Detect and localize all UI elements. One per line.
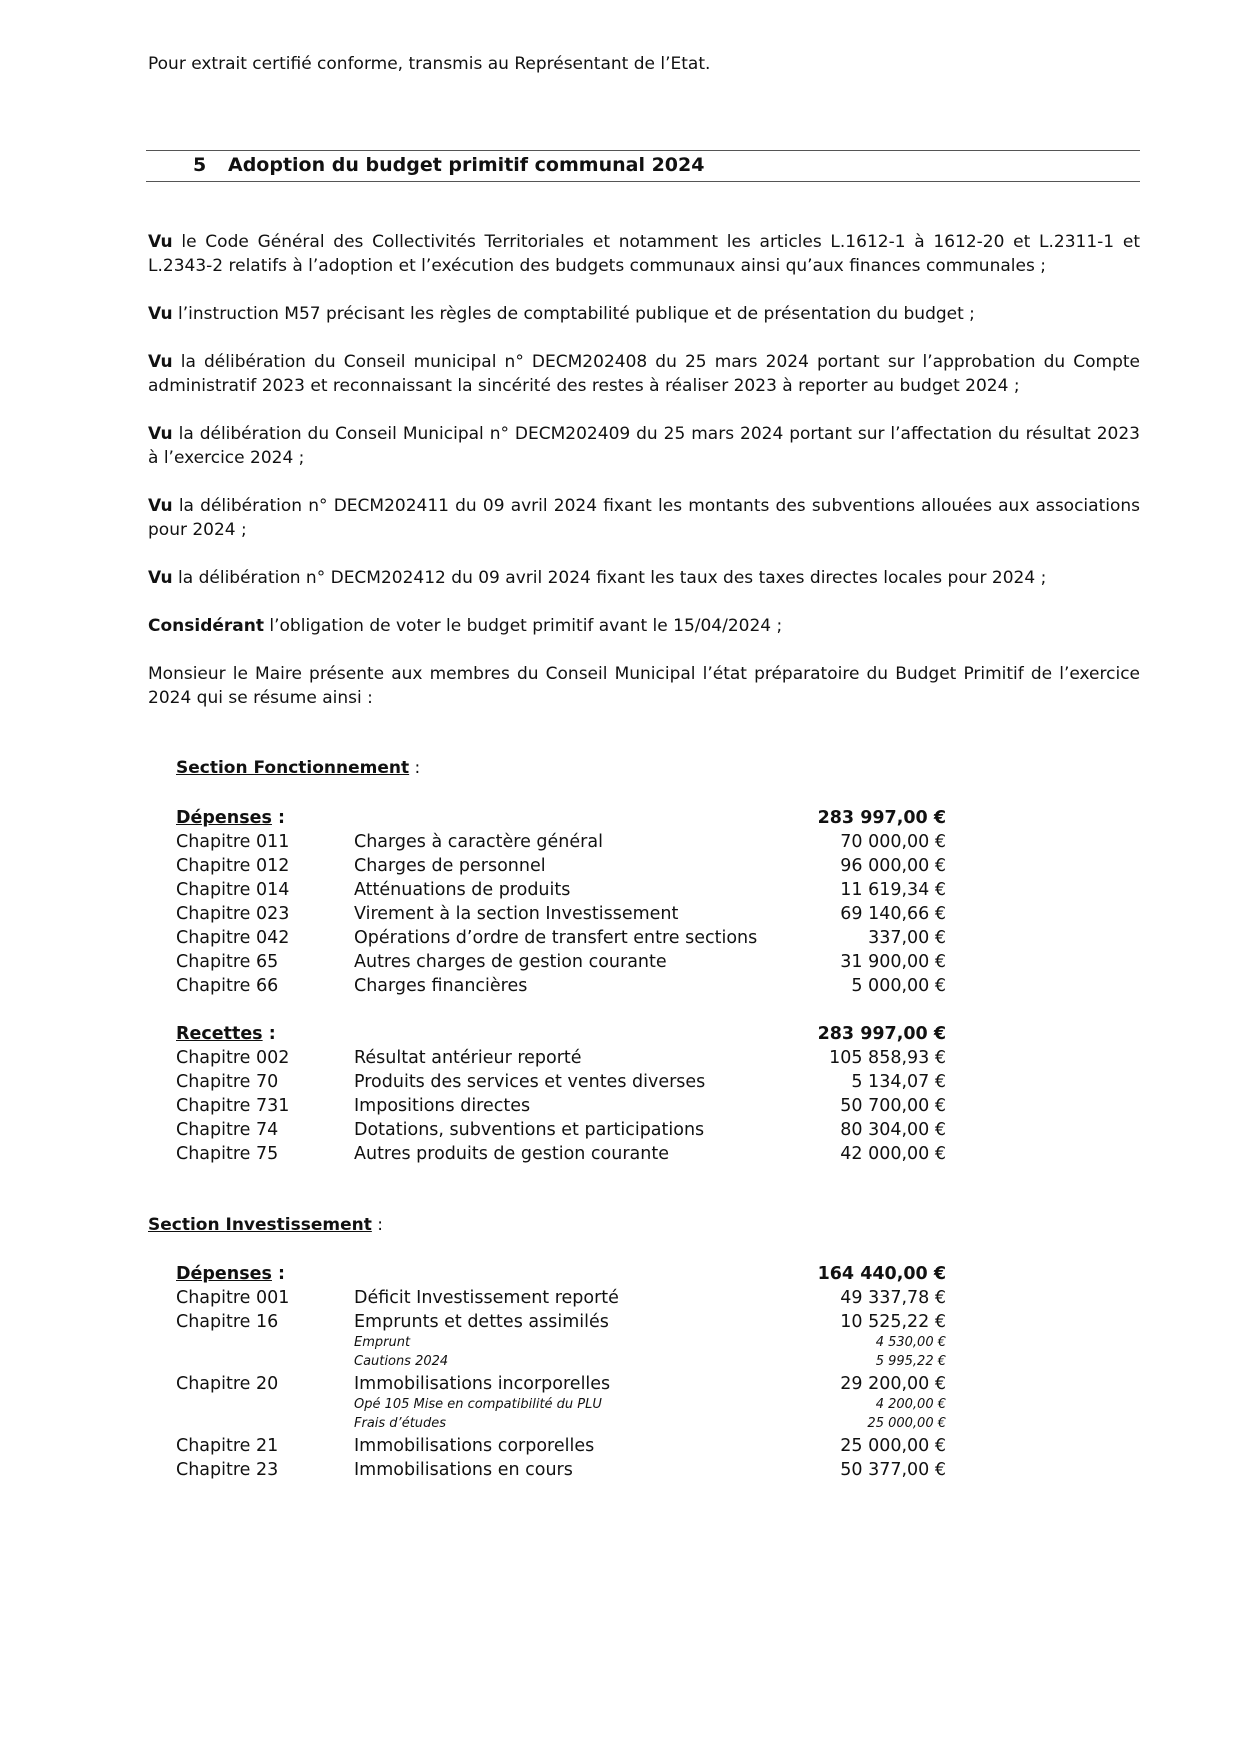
row-chapter: Chapitre 16 (176, 1312, 279, 1332)
header-label: Dépenses : (176, 808, 286, 828)
row-chapter: Chapitre 21 (176, 1436, 279, 1456)
subrow-label: Opé 105 Mise en compatibilité du PLU (354, 1397, 602, 1412)
row-amount: 69 140,66 € (840, 904, 946, 924)
paragraph: Monsieur le Maire présente aux membres du Conseil Municipal l’état préparatoire du Budget Primitif de l’exercice 2024 qui se résume ainsi : (148, 664, 1140, 708)
fonctionnement-title: Section Fonctionnement : (176, 758, 421, 778)
row-label: Immobilisations incorporelles (354, 1374, 611, 1394)
row-label: Emprunts et dettes assimilés (354, 1312, 609, 1332)
paragraph: Vu l’instruction M57 précisant les règles de comptabilité publique et de présentation du budget ; (148, 304, 975, 324)
row-label: Déficit Investissement reporté (354, 1288, 619, 1308)
intro-line: Pour extrait certifié conforme, transmis au Représentant de l’Etat. (148, 54, 711, 74)
row-label: Autres charges de gestion courante (354, 952, 667, 972)
paragraph: Vu le Code Général des Collectivités Territoriales et notamment les articles L.1612-1 à 1612-20 et L.2311-1 et L.2343-2 relatifs à l’adoption et l’exécution des budgets communaux ainsi qu’aux finances communales ; (148, 232, 1140, 276)
header-label: Recettes : (176, 1024, 276, 1044)
header-label: Dépenses : (176, 1264, 286, 1284)
header-total: 283 997,00 € (817, 1024, 946, 1044)
row-chapter: Chapitre 20 (176, 1374, 279, 1394)
row-label: Dotations, subventions et participations (354, 1120, 705, 1140)
row-label: Autres produits de gestion courante (354, 1144, 669, 1164)
row-chapter: Chapitre 70 (176, 1072, 279, 1092)
row-chapter: Chapitre 042 (176, 928, 290, 948)
section-number: 5 (193, 154, 207, 176)
subrow-amount: 4 530,00 € (875, 1335, 946, 1350)
row-chapter: Chapitre 731 (176, 1096, 290, 1116)
row-amount: 80 304,00 € (840, 1120, 946, 1140)
considerations (148, 230, 1140, 734)
subrow-label: Emprunt (354, 1335, 411, 1350)
row-label: Charges financières (354, 976, 528, 996)
row-amount: 5 134,07 € (851, 1072, 946, 1092)
row-chapter: Chapitre 23 (176, 1460, 279, 1480)
row-amount: 337,00 € (868, 928, 946, 948)
subrow-amount: 25 000,00 € (867, 1416, 946, 1431)
row-label: Opérations d’ordre de transfert entre sections (354, 928, 758, 948)
subrow-amount: 5 995,22 € (875, 1354, 946, 1369)
row-amount: 49 337,78 € (840, 1288, 946, 1308)
row-amount: 29 200,00 € (840, 1374, 946, 1394)
paragraph: Vu la délibération du Conseil Municipal n° DECM202409 du 25 mars 2024 portant sur l’affectation du résultat 2023 à l’exercice 2024 ; (148, 424, 1140, 468)
row-chapter: Chapitre 75 (176, 1144, 279, 1164)
row-chapter: Chapitre 011 (176, 832, 290, 852)
row-amount: 5 000,00 € (851, 976, 946, 996)
row-amount: 11 619,34 € (840, 880, 946, 900)
row-amount: 50 377,00 € (840, 1460, 946, 1480)
row-amount: 25 000,00 € (840, 1436, 946, 1456)
header-total: 283 997,00 € (817, 808, 946, 828)
row-chapter: Chapitre 65 (176, 952, 279, 972)
row-amount: 96 000,00 € (840, 856, 946, 876)
row-amount: 70 000,00 € (840, 832, 946, 852)
row-label: Virement à la section Investissement (354, 904, 679, 924)
subrow-amount: 4 200,00 € (875, 1397, 946, 1412)
row-label: Charges de personnel (354, 856, 546, 876)
row-chapter: Chapitre 014 (176, 880, 290, 900)
row-label: Charges à caractère général (354, 832, 603, 852)
row-label: Atténuations de produits (354, 880, 571, 900)
row-label: Résultat antérieur reporté (354, 1048, 582, 1068)
row-label: Immobilisations en cours (354, 1460, 573, 1480)
paragraph: Vu la délibération n° DECM202411 du 09 avril 2024 fixant les montants des subventions allouées aux associations pour 2024 ; (148, 496, 1140, 540)
row-chapter: Chapitre 012 (176, 856, 290, 876)
row-chapter: Chapitre 66 (176, 976, 279, 996)
paragraph: Vu la délibération n° DECM202412 du 09 avril 2024 fixant les taux des taxes directes locales pour 2024 ; (148, 568, 1047, 588)
section-title: Adoption du budget primitif communal 2024 (228, 154, 705, 176)
row-amount: 105 858,93 € (829, 1048, 946, 1068)
row-amount: 31 900,00 € (840, 952, 946, 972)
row-label: Impositions directes (354, 1096, 531, 1116)
subrow-label: Frais d’études (354, 1416, 447, 1431)
row-amount: 42 000,00 € (840, 1144, 946, 1164)
row-label: Immobilisations corporelles (354, 1436, 595, 1456)
subrow-label: Cautions 2024 (354, 1354, 449, 1369)
header-total: 164 440,00 € (817, 1264, 946, 1284)
row-chapter: Chapitre 023 (176, 904, 290, 924)
row-amount: 50 700,00 € (840, 1096, 946, 1116)
investissement-title: Section Investissement : (148, 1215, 383, 1235)
paragraph: Considérant l’obligation de voter le budget primitif avant le 15/04/2024 ; (148, 616, 783, 636)
row-label: Produits des services et ventes diverses (354, 1072, 706, 1092)
row-chapter: Chapitre 002 (176, 1048, 290, 1068)
row-amount: 10 525,22 € (840, 1312, 946, 1332)
row-chapter: Chapitre 001 (176, 1288, 290, 1308)
row-chapter: Chapitre 74 (176, 1120, 279, 1140)
paragraph: Vu la délibération du Conseil municipal n° DECM202408 du 25 mars 2024 portant sur l’approbation du Compte administratif 2023 et reconnaissant la sincérité des restes à réaliser 2023 à reporter au budget 2024 ; (148, 352, 1140, 396)
section-heading (146, 150, 1140, 182)
